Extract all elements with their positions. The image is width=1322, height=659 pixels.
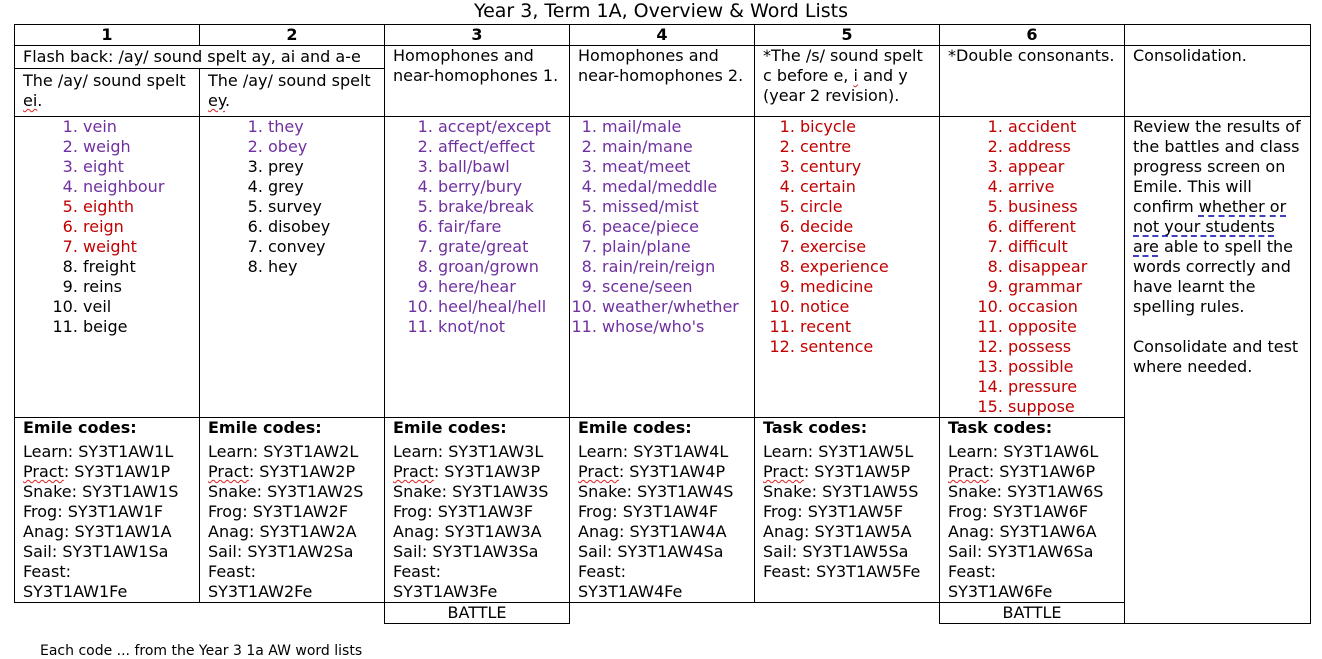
word-item: 5. brake/break — [438, 197, 561, 217]
word-item: 2. weigh — [83, 137, 191, 157]
word-item: 1. bicycle — [800, 117, 931, 137]
word-item: 15. suppose — [1008, 397, 1116, 417]
flashback-cell — [15, 46, 385, 117]
codes-heading: Emile codes: — [393, 418, 507, 437]
sail-code: Sail: SY3T1AW1Sa — [23, 542, 169, 561]
consolidation-cell — [1125, 117, 1311, 624]
sail-code: Sail: SY3T1AW3Sa — [393, 542, 539, 561]
codes-heading: Emile codes: — [23, 418, 137, 437]
word-item: 6. reign — [83, 217, 191, 237]
word-item: 6. disobey — [268, 217, 376, 237]
feast-code: SY3T1AW4Fe — [578, 582, 683, 601]
codes-cell-4 — [570, 418, 755, 603]
feast-label: Feast: — [578, 562, 626, 581]
snake-code: Snake: SY3T1AW4S — [578, 482, 734, 501]
learn-code: Learn: SY3T1AW2L — [208, 442, 359, 461]
feast-code: SY3T1AW1Fe — [23, 582, 128, 601]
sail-code: Sail: SY3T1AW2Sa — [208, 542, 354, 561]
word-item: 4. grey — [268, 177, 376, 197]
word-item: 9. scene/seen — [602, 277, 746, 297]
word-item: 1. accept/except — [438, 117, 561, 137]
word-list-4 — [570, 117, 746, 337]
word-item: 10. heel/heal/hell — [438, 297, 561, 317]
battle-empty-1 — [15, 603, 200, 624]
word-item: 8. disappear — [1008, 257, 1116, 277]
codes-heading: Emile codes: — [578, 418, 692, 437]
word-item: 2. obey — [268, 137, 376, 157]
snake-code: Snake: SY3T1AW2S — [208, 482, 364, 501]
word-item: 9. grammar — [1008, 277, 1116, 297]
word-item: 5. circle — [800, 197, 931, 217]
codes-row — [15, 418, 1311, 603]
word-item: 7. grate/great — [438, 237, 561, 257]
sail-code: Sail: SY3T1AW4Sa — [578, 542, 724, 561]
word-item: 3. appear — [1008, 157, 1116, 177]
word-item: 4. medal/meddle — [602, 177, 746, 197]
word-item: 7. plain/plane — [602, 237, 746, 257]
anag-code: Anag: SY3T1AW5A — [763, 522, 912, 541]
battle-row — [15, 603, 1311, 624]
word-item: 5. business — [1008, 197, 1116, 217]
word-list-2-cell — [200, 117, 385, 418]
word-list-row — [15, 117, 1311, 418]
word-item: 6. different — [1008, 217, 1116, 237]
codes-cell-5 — [755, 418, 940, 603]
word-item: 3. century — [800, 157, 931, 177]
consolidation-paragraph-2: Consolidate and test where needed. — [1133, 337, 1299, 376]
learn-code: Learn: SY3T1AW1L — [23, 442, 174, 461]
footer-note: Each code ... from the Year 3 1a AW word lists — [40, 643, 363, 659]
feast-code: SY3T1AW6Fe — [948, 582, 1053, 601]
feast-label: Feast: — [23, 562, 71, 581]
word-item: 8. rain/rein/reign — [602, 257, 746, 277]
learn-code: Learn: SY3T1AW5L — [763, 442, 914, 461]
word-item: 8. freight — [83, 257, 191, 277]
word-item: 5. eighth — [83, 197, 191, 217]
frog-code: Frog: SY3T1AW5F — [763, 502, 904, 521]
column-number-1: 1 — [15, 25, 200, 46]
word-item: 2. affect/effect — [438, 137, 561, 157]
word-item: 12. sentence — [800, 337, 931, 357]
word-list-2 — [208, 117, 376, 277]
overview-table — [14, 24, 1311, 624]
snake-code: Snake: SY3T1AW6S — [948, 482, 1104, 501]
anag-code: Anag: SY3T1AW2A — [208, 522, 357, 541]
column-number-2: 2 — [200, 25, 385, 46]
word-item: 3. ball/bawl — [438, 157, 561, 177]
codes-cell-6 — [940, 418, 1125, 603]
word-item: 10. occasion — [1008, 297, 1116, 317]
word-item: 1. they — [268, 117, 376, 137]
word-item: 11. opposite — [1008, 317, 1116, 337]
battle-empty-4 — [570, 603, 755, 624]
word-list-3 — [393, 117, 561, 337]
frog-code: Frog: SY3T1AW1F — [23, 502, 164, 521]
word-item: 6. peace/piece — [602, 217, 746, 237]
word-item: 3. prey — [268, 157, 376, 177]
word-list-1-cell — [15, 117, 200, 418]
word-list-6-cell — [940, 117, 1125, 418]
pract-code: Pract: SY3T1AW4P — [578, 462, 726, 481]
battle-label-6: BATTLE — [940, 603, 1125, 624]
unit-6-heading: *Double consonants. — [940, 46, 1125, 117]
word-item: 9. reins — [83, 277, 191, 297]
word-item: 4. arrive — [1008, 177, 1116, 197]
unit-2-heading: The /ay/ sound spelt ey. — [208, 71, 371, 110]
word-item: 8. experience — [800, 257, 931, 277]
pract-code: Pract: SY3T1AW2P — [208, 462, 356, 481]
word-item: 2. address — [1008, 137, 1116, 157]
word-item: 9. here/hear — [438, 277, 561, 297]
page-title: Year 3, Term 1A, Overview & Word Lists — [473, 0, 849, 22]
codes-cell-1 — [15, 418, 200, 603]
word-list-5-cell — [755, 117, 940, 418]
sail-code: Sail: SY3T1AW5Sa — [763, 542, 909, 561]
column-number-7 — [1125, 25, 1311, 46]
word-item: 7. difficult — [1008, 237, 1116, 257]
word-item: 14. pressure — [1008, 377, 1116, 397]
anag-code: Anag: SY3T1AW1A — [23, 522, 172, 541]
word-item: 12. possess — [1008, 337, 1116, 357]
word-item: 1. mail/male — [602, 117, 746, 137]
feast-code: SY3T1AW3Fe — [393, 582, 498, 601]
frog-code: Frog: SY3T1AW3F — [393, 502, 534, 521]
unit-1-heading: The /ay/ sound spelt ei. — [15, 69, 200, 116]
column-number-4: 4 — [570, 25, 755, 46]
frog-code: Frog: SY3T1AW2F — [208, 502, 349, 521]
frog-code: Frog: SY3T1AW6F — [948, 502, 1089, 521]
snake-code: Snake: SY3T1AW3S — [393, 482, 549, 501]
pract-code: Pract: SY3T1AW3P — [393, 462, 541, 481]
word-item: 11. recent — [800, 317, 931, 337]
word-item: 13. possible — [1008, 357, 1116, 377]
word-list-4-cell — [570, 117, 755, 418]
pract-code: Pract: SY3T1AW1P — [23, 462, 171, 481]
word-item: 7. weight — [83, 237, 191, 257]
word-item: 10. notice — [800, 297, 931, 317]
feast-label: Feast: — [948, 562, 996, 581]
feast-label: Feast: — [393, 562, 441, 581]
snake-code: Snake: SY3T1AW1S — [23, 482, 179, 501]
word-item: 11. knot/not — [438, 317, 561, 337]
word-item: 4. berry/bury — [438, 177, 561, 197]
column-number-5: 5 — [755, 25, 940, 46]
feast-label: Feast: SY3T1AW5Fe — [763, 562, 921, 581]
word-item: 8. hey — [268, 257, 376, 277]
feast-code: SY3T1AW2Fe — [208, 582, 313, 601]
anag-code: Anag: SY3T1AW6A — [948, 522, 1097, 541]
word-item: 6. decide — [800, 217, 931, 237]
word-list-6 — [948, 117, 1116, 417]
anag-code: Anag: SY3T1AW3A — [393, 522, 542, 541]
consolidation-paragraph-1: Review the results of the battles and class progress screen on Emile. This will confirm whether or not your students are able to spell the words correctly and have learnt the spelling rules. — [1133, 117, 1301, 316]
codes-heading: Task codes: — [948, 418, 1053, 437]
learn-code: Learn: SY3T1AW6L — [948, 442, 1099, 461]
codes-cell-2 — [200, 418, 385, 603]
word-item: 7. convey — [268, 237, 376, 257]
flashback-text: Flash back: /ay/ sound spelt ay, ai and a-e — [23, 47, 361, 66]
word-item: 5. missed/mist — [602, 197, 746, 217]
word-item: 9. medicine — [800, 277, 931, 297]
word-item: 2. main/mane — [602, 137, 746, 157]
pract-code: Pract: SY3T1AW5P — [763, 462, 911, 481]
codes-cell-3 — [385, 418, 570, 603]
column-number-3: 3 — [385, 25, 570, 46]
consolidation-heading: Consolidation. — [1125, 46, 1311, 117]
word-item: 10. weather/whether — [602, 297, 746, 317]
codes-heading: Emile codes: — [208, 418, 322, 437]
word-item: 11. whose/who's — [602, 317, 746, 337]
word-item: 5. survey — [268, 197, 376, 217]
heading-row — [15, 46, 1311, 117]
battle-label-3: BATTLE — [385, 603, 570, 624]
unit-3-heading: Homophones and near-homophones 1. — [385, 46, 570, 117]
word-list-3-cell — [385, 117, 570, 418]
column-number-row — [15, 25, 1311, 46]
column-number-6: 6 — [940, 25, 1125, 46]
sail-code: Sail: SY3T1AW6Sa — [948, 542, 1094, 561]
word-item: 7. exercise — [800, 237, 931, 257]
unit-4-heading: Homophones and near-homophones 2. — [570, 46, 755, 117]
pract-code: Pract: SY3T1AW6P — [948, 462, 1096, 481]
anag-code: Anag: SY3T1AW4A — [578, 522, 727, 541]
word-list-5 — [763, 117, 931, 357]
word-item: 6. fair/fare — [438, 217, 561, 237]
frog-code: Frog: SY3T1AW4F — [578, 502, 719, 521]
word-item: 3. eight — [83, 157, 191, 177]
word-item: 11. beige — [83, 317, 191, 337]
word-item: 2. centre — [800, 137, 931, 157]
word-item: 1. accident — [1008, 117, 1116, 137]
word-item: 8. groan/grown — [438, 257, 561, 277]
snake-code: Snake: SY3T1AW5S — [763, 482, 919, 501]
learn-code: Learn: SY3T1AW4L — [578, 442, 729, 461]
word-item: 4. certain — [800, 177, 931, 197]
word-item: 3. meat/meet — [602, 157, 746, 177]
word-list-1 — [23, 117, 191, 337]
battle-empty-2 — [200, 603, 385, 624]
word-item: 1. vein — [83, 117, 191, 137]
word-item: 10. veil — [83, 297, 191, 317]
unit-5-heading: *The /s/ sound spelt c before e, i and y (year 2 revision). — [755, 46, 940, 117]
learn-code: Learn: SY3T1AW3L — [393, 442, 544, 461]
battle-empty-5 — [755, 603, 940, 624]
codes-heading: Task codes: — [763, 418, 868, 437]
word-item: 4. neighbour — [83, 177, 191, 197]
feast-label: Feast: — [208, 562, 256, 581]
